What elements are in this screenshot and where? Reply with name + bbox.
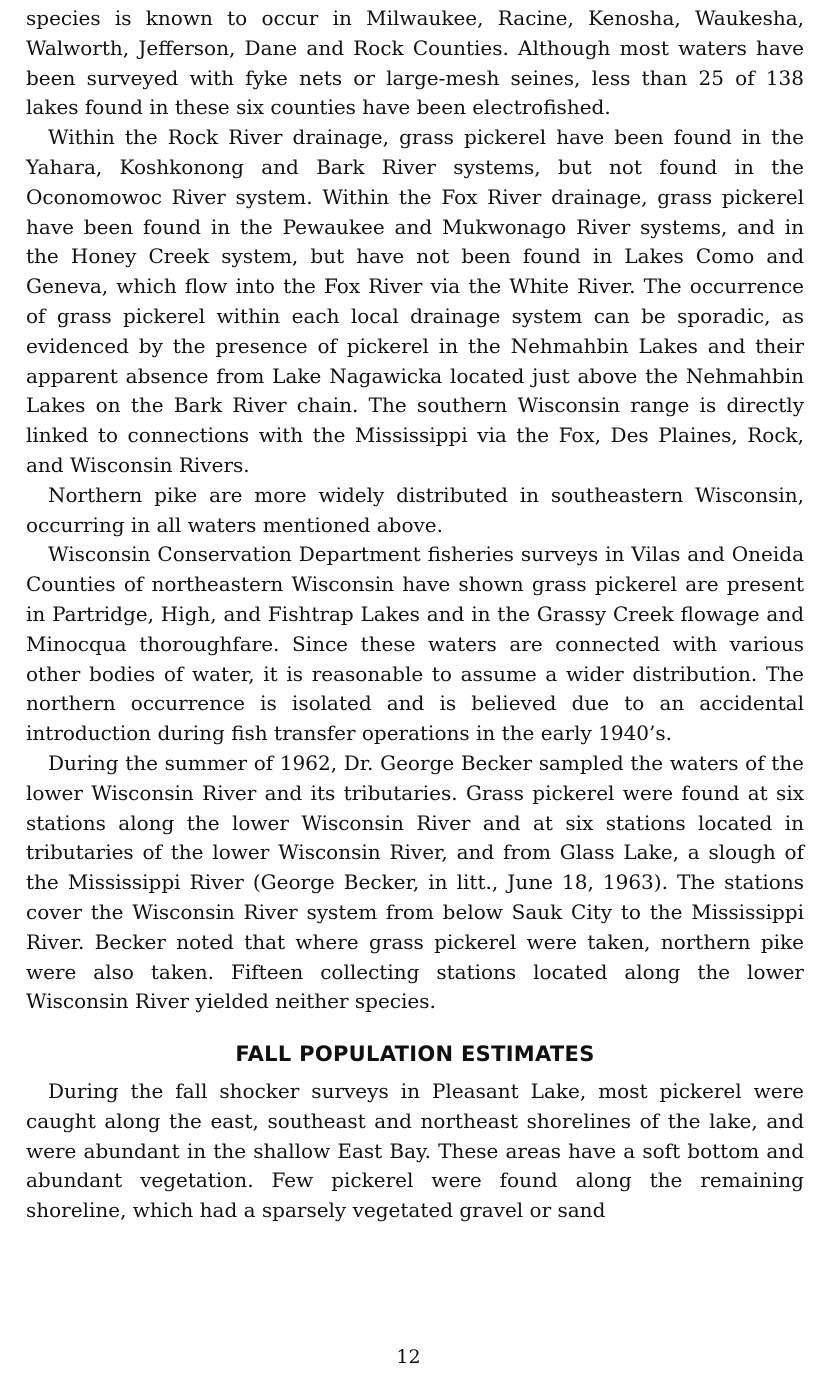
paragraph-northern-pike: Northern pike are more widely distributed in southeastern Wisconsin, occurring in all waters mentioned above.	[26, 482, 804, 537]
paragraph-becker-survey: During the summer of 1962, Dr. George Becker sampled the waters of the lower Wisconsin River and its tributaries. Grass pickerel were found at six stations along the lower Wisconsin River and at six stations located in tributaries of the lower Wisconsin River, and from Glass Lake, a slough of the Mississippi River (George Becker, in litt., June 18, 1963). The stations cover the Wisconsin River system from below Sauk City to the Mississippi River. Becker noted that where grass pickerel were taken, northern pike were also taken. Fifteen collecting stations located along the lower Wisconsin River yielded neither species.	[26, 750, 804, 1014]
section-heading: FALL POPULATION ESTIMATES	[235, 1042, 595, 1067]
page-number: 12	[396, 1346, 421, 1368]
paragraph-vilas-oneida: Wisconsin Conservation Department fisheries surveys in Vilas and Oneida Counties of northeastern Wisconsin have shown grass pickerel are present in Partridge, High, and Fishtrap Lakes and in the Grassy Creek flowage and Minocqua thoroughfare. Since these waters are connected with various other bodies of water, it is reasonable to assume a wider distribution. The northern occurrence is isolated and is believed due to an accidental introduction during fish transfer operations in the early 1940’s.	[26, 542, 804, 746]
paragraph-rock-fox-drainage: Within the Rock River drainage, grass pickerel have been found in the Yahara, Koshkonong and Bark River systems, but not found in the Oconomowoc River system. Within the Fox River drainage, grass pickerel have been found in the Pewaukee and Mukwonago River systems, and in the Honey Creek system, but have not been found in Lakes Como and Geneva, which flow into the Fox River via the White River. The occurrence of grass pickerel within each local drainage system can be sporadic, as evidenced by the presence of pickerel in the Nehmahbin Lakes and their apparent absence from Lake Nagawicka located just above the Nehmahbin Lakes on the Bark River chain. The southern Wisconsin range is directly linked to connections with the Mississippi via the Fox, Des Plaines, Rock, and Wisconsin Rivers.	[26, 125, 804, 477]
paragraph-fall-shocker: During the fall shocker surveys in Pleasant Lake, most pickerel were caught along the east, southeast and northeast shorelines of the lake, and were abundant in the shallow East Bay. These areas have a soft bottom and abundant vegetation. Few pickerel were found along the remaining shoreline, which had a sparsely vegetated gravel or sand	[26, 1079, 804, 1223]
paragraph-continuation: species is known to occur in Milwaukee, Racine, Kenosha, Waukesha, Walworth, Jefferson, Dane and Rock Counties. Although most waters have been surveyed with fyke nets or large-mesh seines, less than 25 of 138 lakes found in these six counties have been electrofished.	[26, 6, 804, 120]
document-page	[26, 4, 804, 1226]
